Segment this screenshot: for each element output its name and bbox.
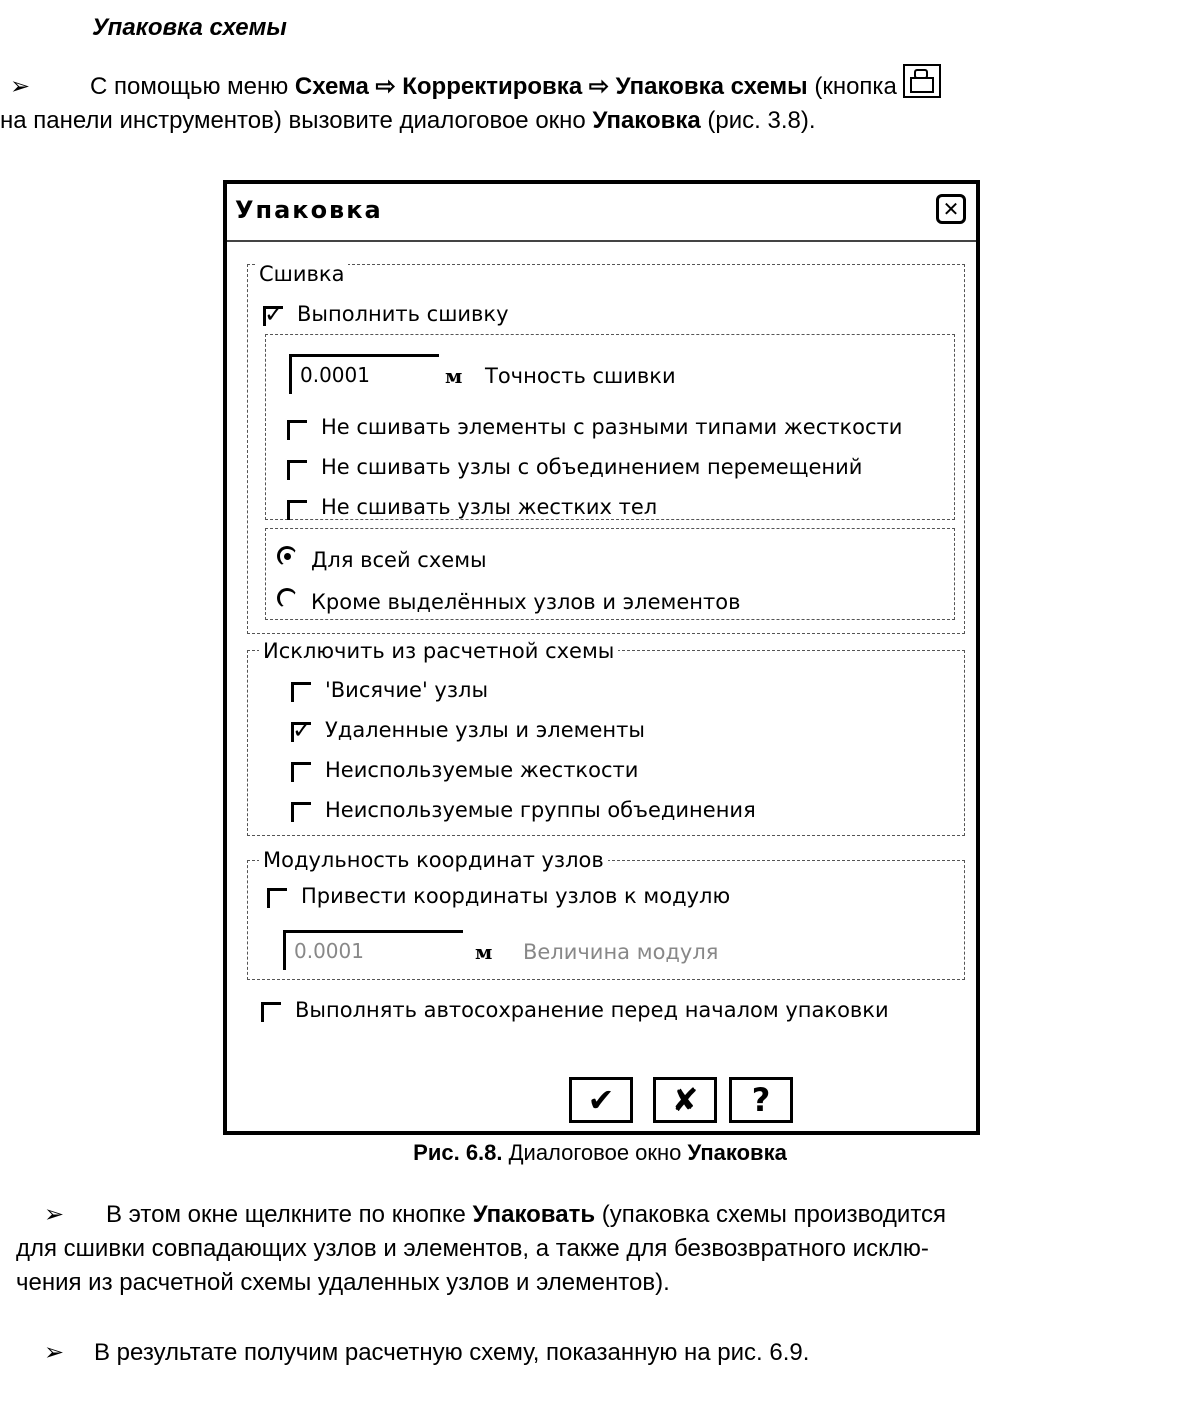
ex-hanging-label: 'Висячие' узлы xyxy=(325,678,489,702)
radio-except-selected[interactable] xyxy=(277,588,297,608)
ex-deleted-label: Удаленные узлы и элементы xyxy=(325,718,645,742)
opt-rigid-checkbox[interactable] xyxy=(287,500,307,520)
opt-stiffness-checkbox[interactable] xyxy=(287,420,307,440)
ex-stiffness-checkbox[interactable] xyxy=(291,762,311,782)
ex-deleted-checkbox[interactable] xyxy=(291,716,313,744)
bullet-icon: ➢ xyxy=(10,73,31,100)
do-stitch-label: Выполнить сшивку xyxy=(297,302,509,326)
check-mark-icon: ✓ xyxy=(292,716,313,744)
dialog-titlebar xyxy=(227,184,976,242)
autosave-label: Выполнять автосохранение перед началом упаковки xyxy=(295,998,889,1022)
bullet-icon: ➢ xyxy=(44,1201,65,1228)
stitch-group-label: Сшивка xyxy=(255,262,348,286)
do-stitch-checkbox[interactable] xyxy=(263,300,285,328)
dialog-title: Упаковка xyxy=(235,196,383,224)
opt-displacement-checkbox[interactable] xyxy=(287,460,307,480)
cancel-button[interactable]: ✘ xyxy=(653,1077,717,1123)
intro-paragraph: ➢ С помощью меню Схема ⇨ Корректировка ⇨ Упаковка схемы (кнопка на панели инструментов) вызовите диалоговое окно Упаковка (рис. 3.8). xyxy=(0,64,1200,138)
autosave-checkbox[interactable] xyxy=(261,1002,281,1022)
section-heading: Упаковка схемы xyxy=(92,14,287,41)
ok-button[interactable]: ✔ xyxy=(569,1077,633,1123)
pack-dialog xyxy=(223,180,980,1135)
figure-caption: Рис. 6.8. Диалоговое окно Упаковка xyxy=(413,1140,787,1165)
menu-path: Схема ⇨ Корректировка ⇨ Упаковка схемы xyxy=(294,73,808,100)
check-mark-icon: ✓ xyxy=(264,300,285,328)
module-checkbox-label: Привести координаты узлов к модулю xyxy=(301,884,731,908)
radio-all-scheme[interactable] xyxy=(277,546,297,566)
ex-groups-checkbox[interactable] xyxy=(291,802,311,822)
module-input[interactable]: 0.0001 xyxy=(283,930,463,970)
opt-displacement-label: Не сшивать узлы с объединением перемещений xyxy=(321,455,863,479)
ex-groups-label: Неиспользуемые группы объединения xyxy=(325,798,756,822)
opt-stiffness-label: Не сшивать элементы с разными типами жесткости xyxy=(321,415,903,439)
pack-paragraph: ➢ В этом окне щелкните по кнопке Упаковать (упаковка схемы производится для сшивки совпадающих узлов и элементов, а также для безвозвратного исклю- чения из расчетной схемы удаленных узлов и элементов). xyxy=(16,1198,1186,1300)
ex-stiffness-label: Неиспользуемые жесткости xyxy=(325,758,639,782)
close-button[interactable]: ✕ xyxy=(936,194,966,224)
precision-input[interactable]: 0.0001 xyxy=(289,354,439,394)
exclude-group-label: Исключить из расчетной схемы xyxy=(259,639,618,663)
opt-rigid-label: Не сшивать узлы жестких тел xyxy=(321,495,658,519)
result-paragraph: ➢ В результате получим расчетную схему, показанную на рис. 6.9. xyxy=(44,1336,1184,1370)
pack-scheme-icon xyxy=(903,64,941,98)
radio-except-label: Кроме выделённых узлов и элементов xyxy=(311,590,741,614)
module-checkbox[interactable] xyxy=(267,888,287,908)
module-group-label: Модульность координат узлов xyxy=(259,848,608,872)
radio-all-label: Для всей схемы xyxy=(311,548,487,572)
bullet-icon: ➢ xyxy=(44,1339,65,1366)
module-unit: м xyxy=(475,940,493,964)
module-label: Величина модуля xyxy=(523,940,719,964)
precision-unit: м xyxy=(445,364,463,388)
precision-label: Точность сшивки xyxy=(485,364,676,388)
ex-hanging-checkbox[interactable] xyxy=(291,682,311,702)
help-button[interactable]: ? xyxy=(729,1077,793,1123)
